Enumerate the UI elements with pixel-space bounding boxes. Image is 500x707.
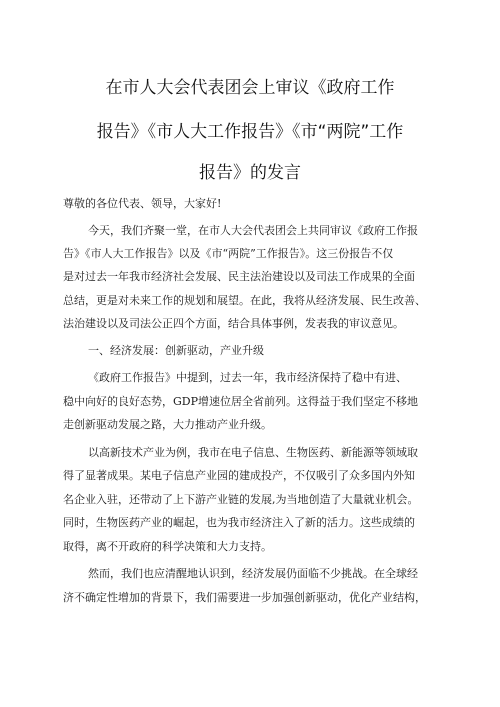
- paragraph-4-line-5: 取得，离不开政府的科学决策和大力支持。: [63, 540, 272, 553]
- document-title-line-2: 报告》《市人大工作报告》《市“两院”工作: [96, 122, 404, 142]
- paragraph-3-line-1: 《政府工作报告》中提到，过去一年，我市经济保持了稳中有进、: [88, 371, 407, 384]
- salutation: 尊敬的各位代表、领导，大家好!: [63, 197, 222, 210]
- section-heading-economy: 一、经济发展：创新驱动，产业升级: [88, 344, 264, 357]
- paragraph-3-line-2: 稳中向好的良好态势，GDP增速位居全省前列。这得益于我们坚定不移地: [63, 395, 419, 408]
- paragraph-4-line-1: 以高新技术产业为例，我市在电子信息、生物医药、新能源等领域取: [88, 446, 418, 459]
- paragraph-5-line-1: 然而，我们也应清醒地认识到，经济发展仍面临不少挑战。在全球经: [88, 567, 418, 580]
- paragraph-5-line-2: 济不确定性增加的背景下，我们需要进一步加强创新驱动，优化产业结构，: [63, 591, 426, 604]
- paragraph-1-line-2: 告》《市人大工作报告》以及《市“两院”工作报告》。这三份报告不仅: [63, 247, 394, 260]
- paragraph-1-line-1: 今天，我们齐聚一堂，在市人大会代表团会上共同审议《政府工作报: [88, 224, 418, 237]
- paragraph-4-line-4: 同时，生物医药产业的崛起，也为我市经济注入了新的活力。这些成绩的: [63, 516, 415, 529]
- paragraph-3-line-3: 走创新驱动发展之路，大力推动产业升级。: [63, 418, 272, 431]
- document-title-line-3: 报告》的发言: [199, 163, 301, 183]
- paragraph-4-line-3: 名企业入驻，还带动了上下游产业链的发展,为当地创造了大量就业机会。: [63, 493, 419, 506]
- paragraph-1-line-4: 总结，更是对未来工作的规划和展望。在此，我将从经济发展、民生改善、: [63, 294, 426, 307]
- paragraph-1-line-3: 是对过去一年我市经济社会发展、民主法治建设以及司法工作成果的全面: [63, 270, 415, 283]
- document-title-line-1: 在市人大会代表团会上审议《政府工作: [105, 78, 395, 98]
- paragraph-1-line-5: 法治建设以及司法公正四个方面，结合具体事例，发表我的审议意见。: [63, 317, 404, 330]
- paragraph-4-line-2: 得了显著成果。某电子信息产业园的建成投产，不仅吸引了众多国内外知: [63, 469, 415, 482]
